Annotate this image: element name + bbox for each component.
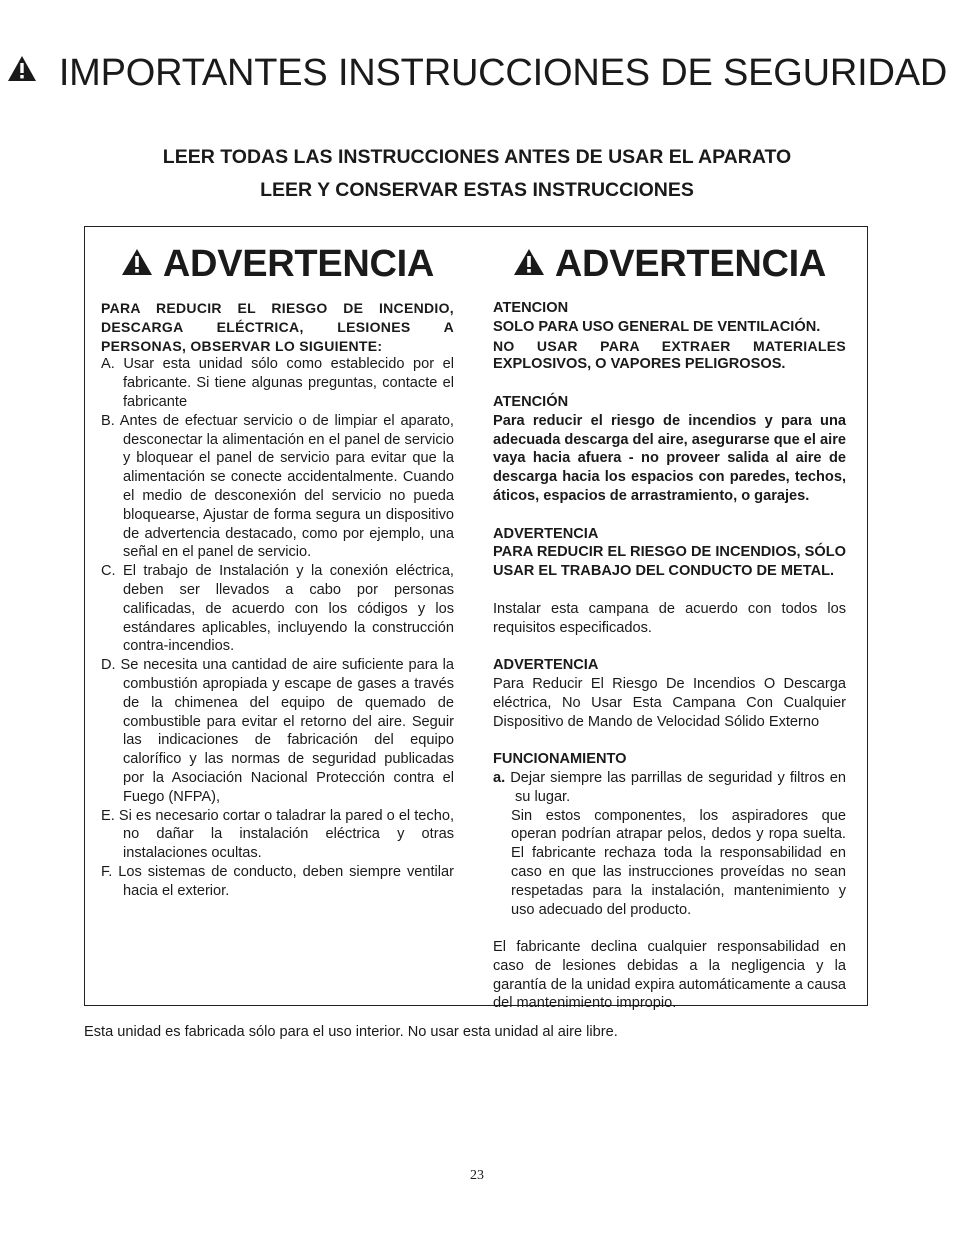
section-text: Para reducir el riesgo de incendios y para una adecuada descarga del aire, asegurarse que el aire vaya hacia afuera - no proveer salida al aire de descarga hacia los espacios con paredes, techos, áticos, espacios de arrastramiento, o garajes. [493,412,846,504]
warning-triangle-icon [7,49,37,92]
left-column [101,241,454,901]
warning-triangle-icon [513,248,545,281]
subtitle-keep: LEER Y CONSERVAR ESTAS INSTRUCCIONES [260,179,694,201]
right-warning-heading [493,241,846,287]
list-item: C. El trabajo de Instalación y la conexión eléctrica, deben ser llevados a cabo por personas calificadas, de acuerdo con los códigos y los estándares aplicables, incluyendo la construcción contra-incendios. [101,563,454,655]
list-item: B. Antes de efectuar servicio o de limpiar el aparato, desconectar la alimentación en el panel de servicio y bloquear el panel de servicio para evitar que la alimentación se conecte accidentalmente. Cuando el medio de desconexión del servicio no pueda bloquearse, Ajustar de forma segura un dispositivo de advertencia destacado, como por ejemplo, una señal en el panel de servicio. [101,412,454,561]
section-text: El fabricante declina cualquier responsabilidad en caso de lesiones debidas a la negligencia y la garantía de la unidad expira automáticamente a causa del mantenimiento impropio. [493,939,846,1012]
title-text: IMPORTANTES INSTRUCCIONES DE SEGURIDAD [58,52,948,94]
page-title [0,52,954,96]
section-text: SOLO PARA USO GENERAL DE VENTILACIÓN. [493,318,821,335]
heading-text: ADVERTENCIA [554,242,827,285]
left-intro: PARA REDUCIR EL RIESGO DE INCENDIO, DESCARGA ELÉCTRICA, LESIONES A PERSONAS, OBSERVAR LO SIGUIENTE: [101,300,454,354]
section-label: ATENCIÓN [493,393,569,410]
section-text: Instalar esta campana de acuerdo con todos los requisitos especificados. [493,600,846,636]
heading-text: ADVERTENCIA [162,242,435,285]
section-label: ADVERTENCIA [493,657,599,674]
item-text: Dejar siempre las parrillas de seguridad y filtros en su lugar. [510,769,846,805]
section-text: NO USAR PARA EXTRAER MATERIALES [493,337,846,354]
section-label: ADVERTENCIA [493,525,599,542]
list-item: A. Usar esta unidad sólo como establecido por el fabricante. Si tiene algunas preguntas, contacte el fabricante [101,356,454,410]
page-number: 23 [470,1168,484,1183]
item-continuation: Sin estos componentes, los aspiradores que operan podrían atrapar pelos, dedos y ropa suelta. El fabricante rechaza toda la responsabilidad en caso en que las instrucciones proveídas no sean respetadas para la instalación, mantenimiento y uso adecuado del producto. [511,807,846,918]
warning-triangle-icon [121,248,153,281]
section-text: PARA REDUCIR EL RIESGO DE INCENDIOS, SÓLO USAR EL TRABAJO DEL CONDUCTO DE METAL. [493,544,846,580]
item-marker: a. [493,769,506,786]
right-column [493,241,846,1013]
section-label: ATENCION [493,300,569,316]
section-text: EXPLOSIVOS, O VAPORES PELIGROSOS. [493,356,786,373]
list-item [493,769,846,807]
list-item: D. Se necesita una cantidad de aire suficiente para la combustión apropiada y escape de gases a través de la chimenea del equipo de quemado de combustible para evitar el retorno del aire. Seguir las indicaciones de fabricación del equipo calorífico y las normas de seguridad publicadas por la Asociación Nacional Protección contra el Fuego (NFPA), [101,657,454,805]
subtitle-read-all: LEER TODAS LAS INSTRUCCIONES ANTES DE USAR EL APARATO [162,146,792,168]
indoor-use-note: Esta unidad es fabricada sólo para el uso interior. No usar esta unidad al aire libre. [84,1024,618,1040]
section-text: Para Reducir El Riesgo De Incendios O Descarga eléctrica, No Usar Esta Campana Con Cualquier Dispositivo de Mando de Velocidad Sólido Externo [493,675,846,730]
list-item: F. Los sistemas de conducto, deben siempre ventilar hacia el exterior. [101,863,454,899]
section-label: FUNCIONAMIENTO [493,751,627,768]
list-item: E. Si es necesario cortar o taladrar la pared o el techo, no dañar la instalación eléctrica y otras instalaciones ocultas. [101,807,454,862]
left-warning-heading [101,241,454,287]
warning-box [84,226,868,1012]
